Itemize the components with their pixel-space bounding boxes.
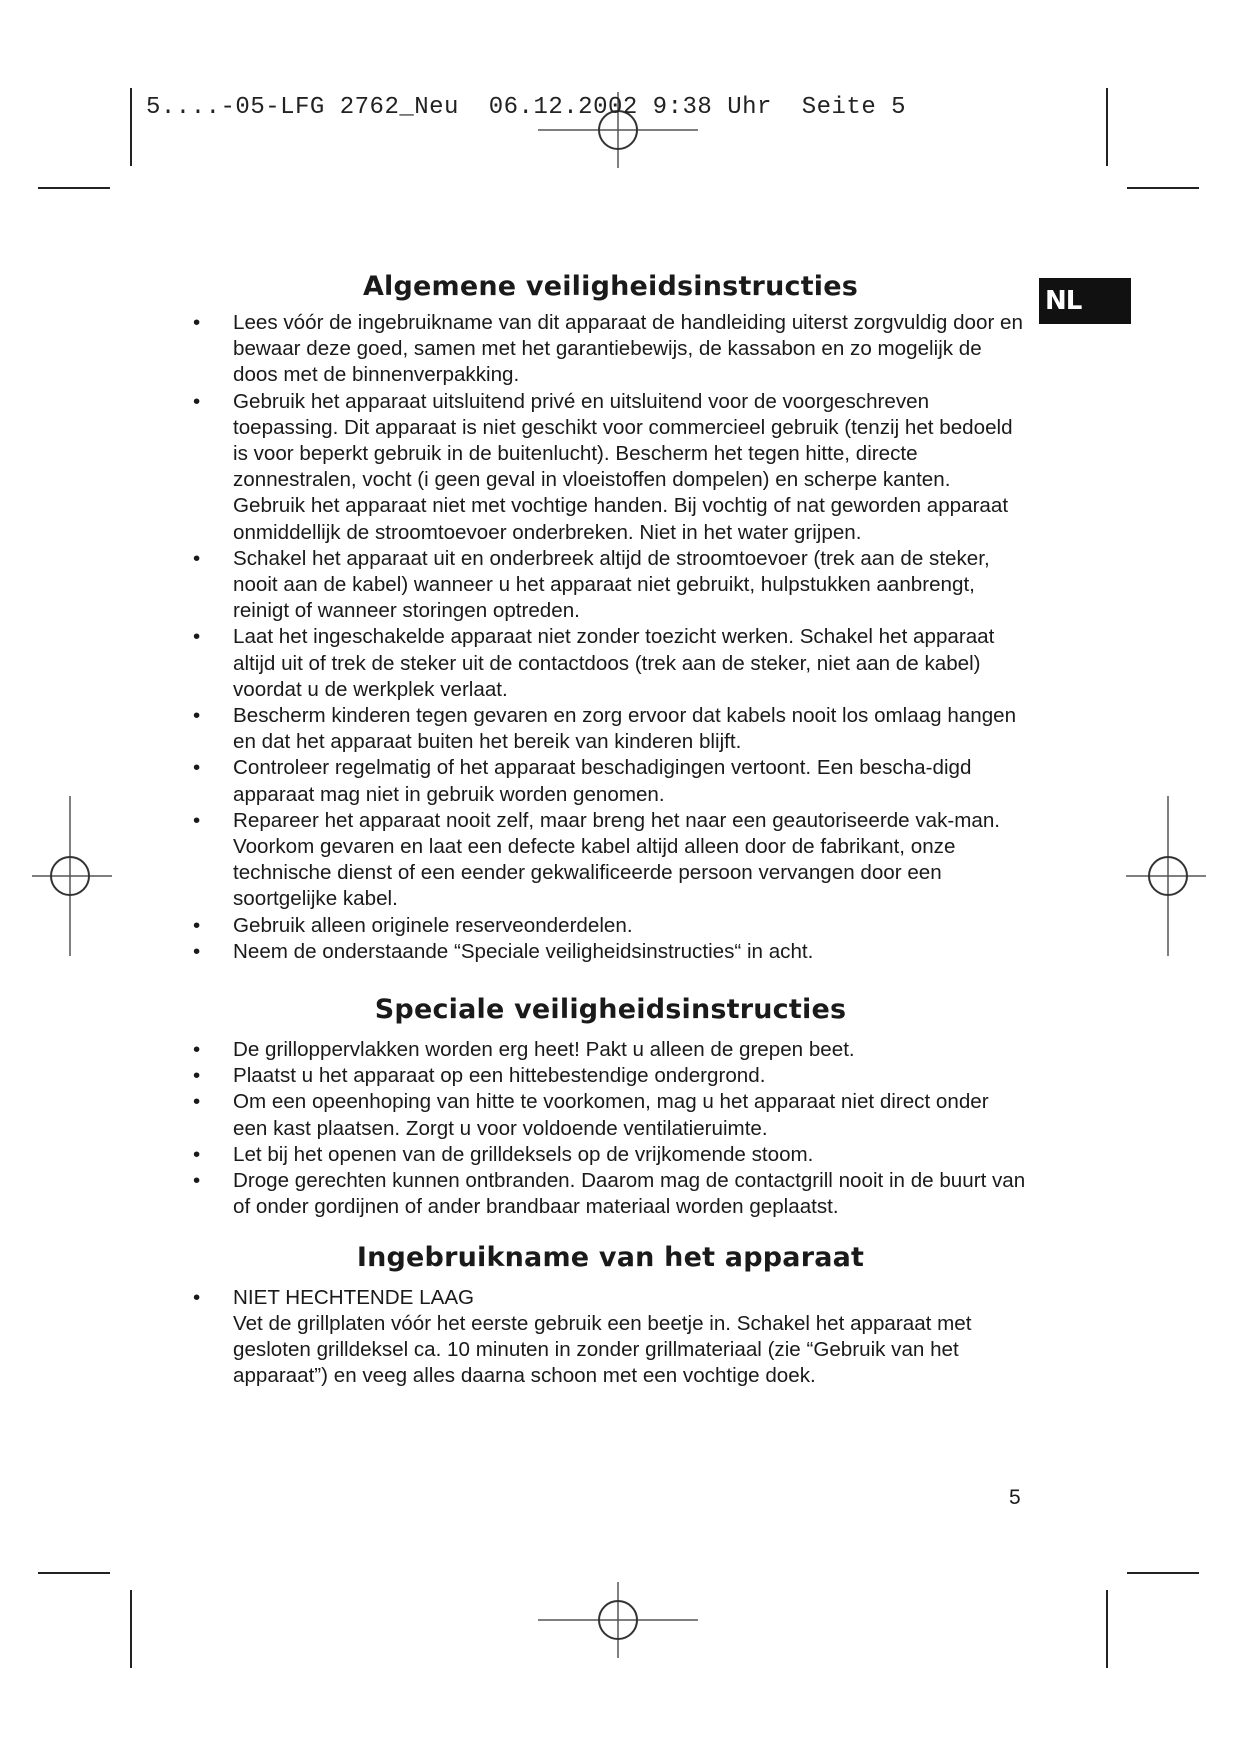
registration-mark-left [32,796,112,956]
bullet: • [193,311,201,334]
list-item: • Let bij het openen van de grilldeksels op de vrijkomende stoom. [193,1142,1028,1168]
section-title-general: Algemene veiligheidsinstructies [362,271,859,302]
bullet: • [193,939,201,963]
list-item: • Neem de onderstaande “Speciale veiligheidsinstructies“ in acht. [193,939,1028,965]
registration-mark-bottom [538,1582,698,1662]
crop-mark [38,1572,110,1574]
crop-mark [1127,1572,1199,1574]
list-item: • Bescherm kinderen tegen gevaren en zorg ervoor dat kabels nooit los omlaag hangen en dat het apparaat buiten het bereik van kinderen blijft. [193,704,1017,754]
page-number: 5 [1009,1486,1021,1509]
bullet: • [193,1169,201,1193]
bullet: • [193,1038,201,1062]
first-use-list [193,1285,1028,1390]
crop-mark [1127,187,1199,189]
crop-mark [130,88,132,166]
bullet: • [193,1064,201,1088]
list-item: • Repareer het apparaat nooit zelf, maar breng het naar een geautoriseerde vak-man. Voorkom gevaren en laat een defecte kabel altijd alleen door de fabrikant, onze technische dienst of een eender gekwalificeerde persoon vervangen door een soortgelijke kabel. [193,808,1001,911]
list-item: • Plaatst u het apparaat op een hittebestendige ondergrond. [193,1063,1028,1089]
bullet: • [193,625,201,649]
bullet: • [193,1285,201,1309]
list-item: • Gebruik alleen originele reserveonderdelen. [193,913,1028,939]
list-item [193,1285,1028,1390]
section-title-first-use: Ingebruikname van het apparaat [356,1241,865,1273]
bullet: • [193,1142,201,1166]
crop-mark [1106,88,1108,166]
crop-mark [130,1590,132,1668]
print-slug: 5....-05-LFG 2762_Neu 06.12.2002 9:38 Uhr Seite 5 [146,94,907,121]
list-item: • Droge gerechten kunnen ontbranden. Daarom mag de contactgrill nooit in de buurt van of onder gordijnen of ander brandbaar materiaal worden geplaatst. [193,1169,1026,1219]
special-safety-list [193,1037,1028,1220]
bullet: • [193,808,201,832]
list-item: • De grilloppervlakken worden erg heet! Pakt u alleen de grepen beet. [193,1037,1028,1063]
bullet: • [193,1090,201,1114]
list-item: • Om een opeenhoping van hitte te voorkomen, mag u het apparaat niet direct onder een kast plaatsen. Zorgt u voor voldoende ventilatieruimte. [193,1090,989,1140]
section-title-special: Speciale veiligheidsinstructies [374,994,847,1026]
bullet: • [193,913,201,937]
list-item: • Schakel het apparaat uit en onderbreek altijd de stroomtoevoer (trek aan de steker, nooit aan de kabel) wanneer u het apparaat niet gebruikt, hulpstukken aanbrengt, reinigt of wanneer storingen optreden. [193,546,990,623]
general-safety-list [193,310,1028,965]
list-item: • Controleer regelmatig of het apparaat beschadigingen vertoont. Een bescha-digd apparaat mag niet in gebruik worden genomen. [193,756,972,806]
list-item: • Laat het ingeschakelde apparaat niet zonder toezicht werken. Schakel het apparaat altijd uit of trek de steker uit de contactdoos (trek aan de steker, niet aan de kabel) voordat u de werkplek verlaat. [193,625,995,701]
list-item-text: Vet de grillplaten vóór het eerste gebruik een beetje in. Schakel het apparaat met gesloten grilldeksel ca. 10 minuten in zonder grillmateriaal (zie “Gebruik van het apparaat”) en veeg alles daarna schoon met een vochtige doek. [233,1311,972,1388]
list-item: • Gebruik het apparaat uitsluitend privé en uitsluitend voor de voorgeschreven toepassing. Dit apparaat is niet geschikt voor commercieel gebruik (tenzij het bedoeld is voor beperkt gebruik in de buitenlucht). Bescherm het tegen hitte, directe zonnestralen, vocht (i geen geval in vloeistoffen dompelen) en scherpe kanten. Gebruik het apparaat niet met vochtige handen. Bij vochtig of nat geworden apparaat onmiddellijk de stroomtoevoer onderbreken. Niet in het water grijpen. [193,389,1013,544]
list-item: • Lees vóór de ingebruikname van dit apparaat de handleiding uiterst zorgvuldig door en bewaar deze goed, samen met het garantiebewijs, de kassabon en zo mogelijk de doos met de binnenverpakking. [193,311,1023,387]
bullet: • [193,704,201,728]
bullet: • [193,756,201,780]
document-body [193,270,1028,1389]
crop-mark [38,187,110,189]
language-tab: NL [1039,278,1131,324]
crop-mark [1106,1590,1108,1668]
list-item-heading: NIET HECHTENDE LAAG [233,1285,475,1309]
registration-mark-right [1126,796,1206,956]
bullet: • [193,389,201,413]
bullet: • [193,546,201,570]
